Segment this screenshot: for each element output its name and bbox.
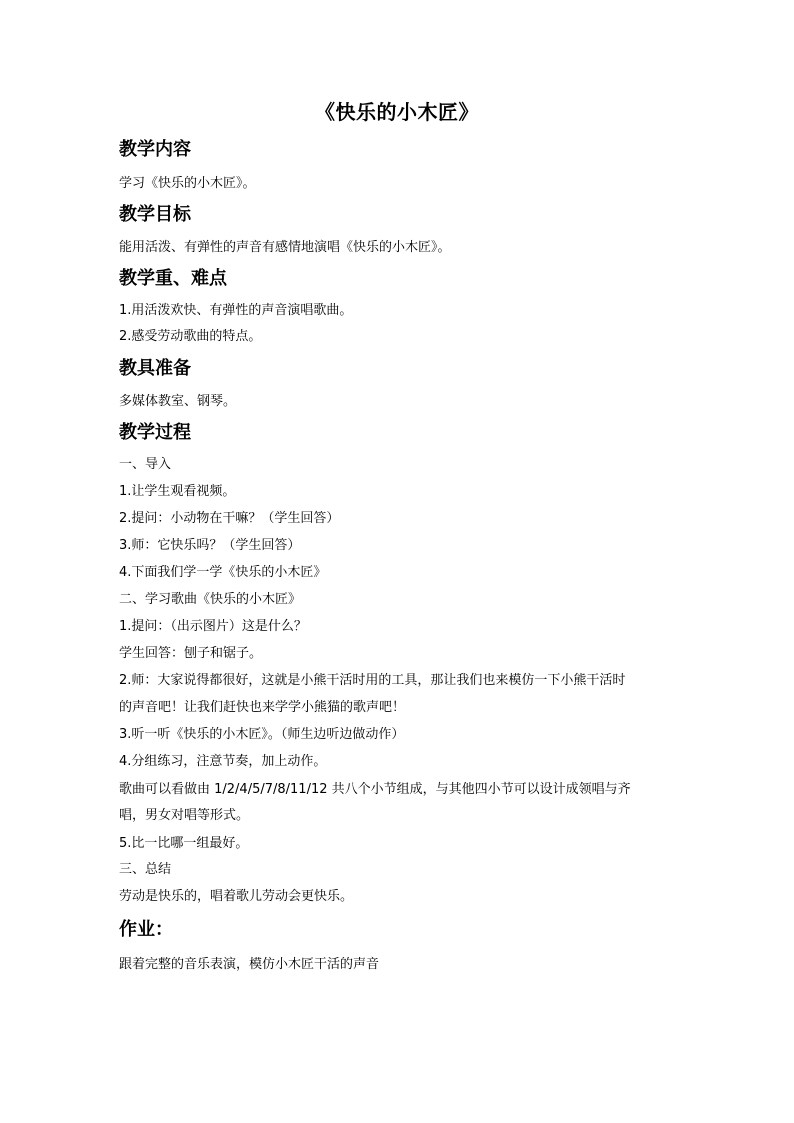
paragraph-line: 多媒体教室、钢琴。 [119, 394, 237, 409]
page-title: 《快乐的小木匠》 [315, 100, 479, 124]
paragraph-line: 4.下面我们学一学《快乐的小木匠》 [119, 565, 327, 580]
paragraph-line: 劳动是快乐的，唱着歌儿劳动会更快乐。 [119, 889, 354, 904]
paragraph-line: 唱，男女对唱等形式。 [119, 808, 250, 823]
paragraph-line: 学习《快乐的小木匠》。 [119, 176, 256, 191]
paragraph-line: 跟着完整的音乐表演，模仿小木匠干活的声音 [119, 957, 380, 972]
section-heading-materials: 教具准备 [119, 358, 191, 379]
section-heading-objectives: 教学目标 [119, 204, 191, 225]
paragraph-line: 5.比一比哪一组最好。 [119, 836, 249, 851]
paragraph-line: 2.感受劳动歌曲的特点。 [119, 329, 262, 344]
paragraph-line: 歌曲可以看做由 1/2/4/5/7/8/11/12 共八个小节组成，与其他四小节可以设计成领唱与齐 [119, 782, 631, 797]
paragraph-line: 二、学习歌曲《快乐的小木匠》 [119, 592, 302, 607]
paragraph-line: 学生回答：刨子和锯子。 [119, 646, 263, 661]
section-heading-content: 教学内容 [119, 139, 191, 160]
paragraph-line: 三、总结 [119, 862, 172, 877]
paragraph-line: 1.让学生观看视频。 [119, 484, 236, 499]
paragraph-line: 3.听一听《快乐的小木匠》。（师生边听边做动作） [119, 727, 405, 742]
section-heading-homework: 作业： [119, 919, 173, 940]
paragraph-line: 3.师：它快乐吗？（学生回答） [119, 538, 301, 553]
paragraph-line: 4.分组练习，注意节奏，加上动作。 [119, 754, 327, 769]
section-heading-process: 教学过程 [119, 422, 191, 443]
paragraph-line: 2.师：大家说得都很好，这就是小熊干活时用的工具，那让我们也来模仿一下小熊干活时 [119, 673, 626, 688]
paragraph-line: 的声音吧！让我们赶快也来学学小熊猫的歌声吧！ [119, 700, 406, 715]
paragraph-line: 2.提问：小动物在干嘛？（学生回答） [119, 511, 340, 526]
paragraph-line: 能用活泼、有弹性的声音有感情地演唱《快乐的小木匠》。 [119, 240, 451, 255]
section-heading-key-points: 教学重、难点 [119, 268, 227, 289]
paragraph-line: 1.用活泼欢快、有弹性的声音演唱歌曲。 [119, 303, 353, 318]
paragraph-line: 1.提问：（出示图片）这是什么？ [119, 619, 307, 634]
paragraph-line: 一、导入 [119, 457, 172, 472]
